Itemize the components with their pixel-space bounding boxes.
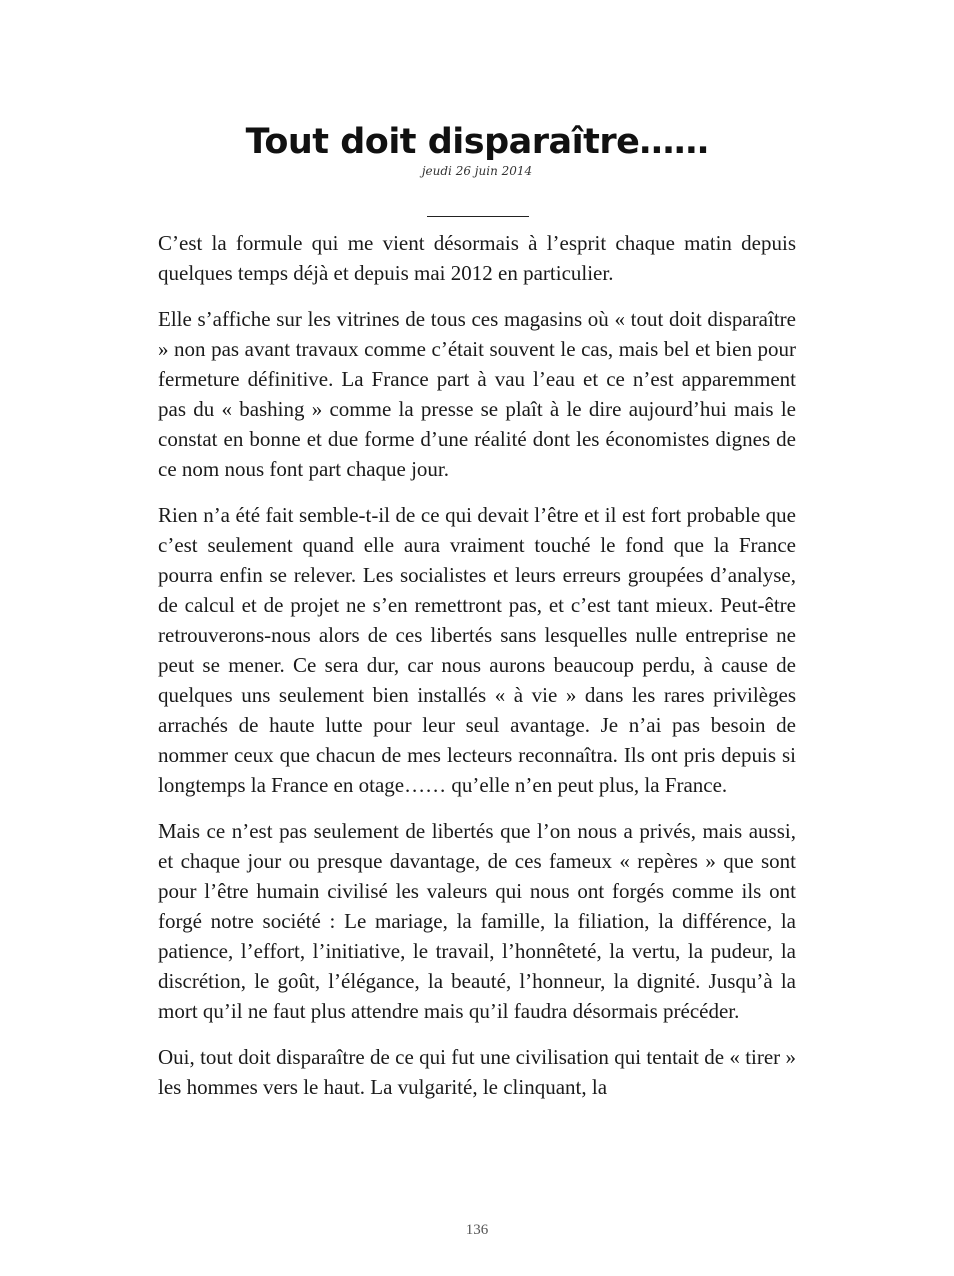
article-title: Tout doit disparaître…… — [245, 122, 709, 162]
article-date: jeudi 26 juin 2014 — [421, 164, 533, 178]
page-number: 136 — [465, 1222, 489, 1238]
paragraph-3: Rien n’a été fait semble-t-il de ce qui devait l’être et il est fort probable que c’est seulement quand elle aura vraiment touché le fond que la France pourra enfin se relever. Les socialistes et leurs erreurs groupées d’analyse, de calcul et de projet ne s’en remettront pas, et c’est tant mieux. Peut-être retrouverons-nous alors de ces libertés sans lesquelles nulle entreprise ne peut se mener. Ce sera dur, car nous aurons beaucoup perdu, à cause de quelques uns seulement bien installés « à vie » dans les rares privilèges arrachés de haute lutte pour leur seul avantage. Je n’ai pas besoin de nommer ceux que chacun de mes lecteurs reconnaîtra. Ils ont pris depuis si longtemps la France en otage…… qu’elle n’en peut plus, la France. — [158, 503, 796, 797]
paragraph-4: Mais ce n’est pas seulement de libertés que l’on nous a privés, mais aussi, et chaque jour ou presque davantage, de ces fameux « repères » que sont pour l’être humain civilisé les valeurs qui nous ont forgés comme ils ont forgé notre société : Le mariage, la famille, la filiation, la différence, la patience, l’effort, l’initiative, le travail, l’honnêteté, la vertu, la pudeur, la discrétion, le goût, l’élégance, la beauté, l’honneur, la dignité. Jusqu’à la mort qu’il ne faut plus attendre mais qu’il faudra désormais précéder. — [158, 819, 796, 1023]
paragraph-1: C’est la formule qui me vient désormais à l’esprit chaque matin depuis quelques temps déjà et depuis mai 2012 en particulier. — [158, 231, 796, 285]
paragraph-5: Oui, tout doit disparaître de ce qui fut une civilisation qui tentait de « tirer » les hommes vers le haut. La vulgarité, le clinquant, la — [158, 1045, 796, 1099]
title-separator-rule — [427, 216, 529, 217]
article-body — [158, 228, 796, 1118]
paragraph-2: Elle s’affiche sur les vitrines de tous ces magasins où « tout doit disparaître » non pas avant travaux comme c’était souvent le cas, mais bel et bien pour fermeture définitive. La France part à vau l’eau et ce n’est apparemment pas du « bashing » comme la presse se plaît à le dire aujourd’hui mais le constat en bonne et due forme d’une réalité dont les économistes dignes de ce nom nous font part chaque jour. — [158, 307, 796, 481]
